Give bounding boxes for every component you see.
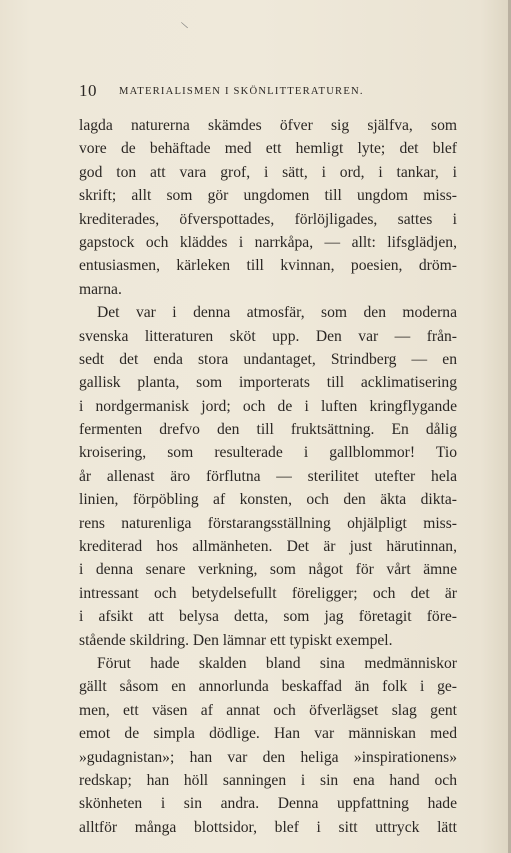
text-line: men, ett väsen af annat och öfverlägset slag gent bbox=[79, 701, 457, 719]
text-line: intressant och betydelsefullt föreligger; och det är bbox=[79, 584, 457, 602]
text-line: sedt det enda stora undantaget, Strindberg — en bbox=[79, 350, 457, 368]
text-line: entusiasmen, kärleken till kvinnan, poesien, dröm- bbox=[79, 257, 457, 275]
text-line: vore de behäftade med ett hemligt lyte; det blef bbox=[79, 140, 457, 158]
stray-mark: \ bbox=[179, 18, 190, 32]
text-line: i nordgermanisk jord; och de i luften kringflygande bbox=[79, 397, 457, 415]
body-text bbox=[79, 114, 457, 839]
text-line: rens naturenliga förstarangsställning ohjälpligt miss- bbox=[79, 514, 457, 532]
text-line: svenska litteraturen sköt upp. Den var — från- bbox=[79, 327, 457, 345]
text-line: skrift; allt som gör ungdomen till ungdom miss- bbox=[79, 187, 457, 205]
text-line: skönheten i sin andra. Denna uppfattning hade bbox=[79, 795, 457, 813]
text-line: gällt såsom en annorlunda beskaffad än folk i ge- bbox=[79, 678, 457, 696]
text-line: alltför många blottsidor, blef i sitt uttryck lätt bbox=[79, 818, 457, 836]
running-head bbox=[79, 83, 459, 99]
running-head-title: MATERIALISMEN I SKÖNLITTERATUREN. bbox=[119, 86, 364, 97]
text-line: gapstock och kläddes i narrkåpa, — allt: lifsglädjen, bbox=[79, 233, 457, 251]
page-number: 10 bbox=[79, 81, 97, 100]
text-line: redskap; han höll sanningen i sin ena hand och bbox=[79, 771, 457, 789]
text-line: linien, förpöbling af konsten, och den äkta dikta- bbox=[79, 491, 457, 509]
text-line: emot de simpla dödlige. Han var människan med bbox=[79, 725, 457, 743]
text-line: i denna senare verkning, som något för vårt ämne bbox=[79, 561, 457, 579]
text-line: Förut hade skalden bland sina medmänniskor bbox=[97, 654, 457, 672]
text-line: stående skildring. Den lämnar ett typiskt exempel. bbox=[79, 631, 393, 649]
text-line: marna. bbox=[79, 280, 122, 298]
text-line: fermenten drefvo den till fruktsättning. En dålig bbox=[79, 421, 457, 439]
text-line: krediterad hos allmänheten. Det är just härutinnan, bbox=[79, 538, 457, 556]
text-line: år allenast äro förflutna — sterilitet utefter hela bbox=[79, 467, 457, 485]
text-line: »gudagnistan»; han var den heliga »inspirationens» bbox=[79, 748, 457, 766]
text-line: god ton att vara grof, i sätt, i ord, i tankar, i bbox=[79, 163, 457, 181]
text-line: i afsikt att belysa detta, som jag företagit före- bbox=[79, 608, 457, 626]
text-line: gallisk planta, som importerats till acklimatisering bbox=[79, 374, 457, 392]
text-line: krediterades, öfverspottades, förlöjligades, sattes i bbox=[79, 210, 457, 228]
text-line: kroisering, som resulterade i gallblommor! Tio bbox=[79, 444, 457, 462]
text-line: Det var i denna atmosfär, som den moderna bbox=[97, 304, 457, 322]
text-line: lagda naturerna skämdes öfver sig själfva, som bbox=[79, 117, 457, 134]
